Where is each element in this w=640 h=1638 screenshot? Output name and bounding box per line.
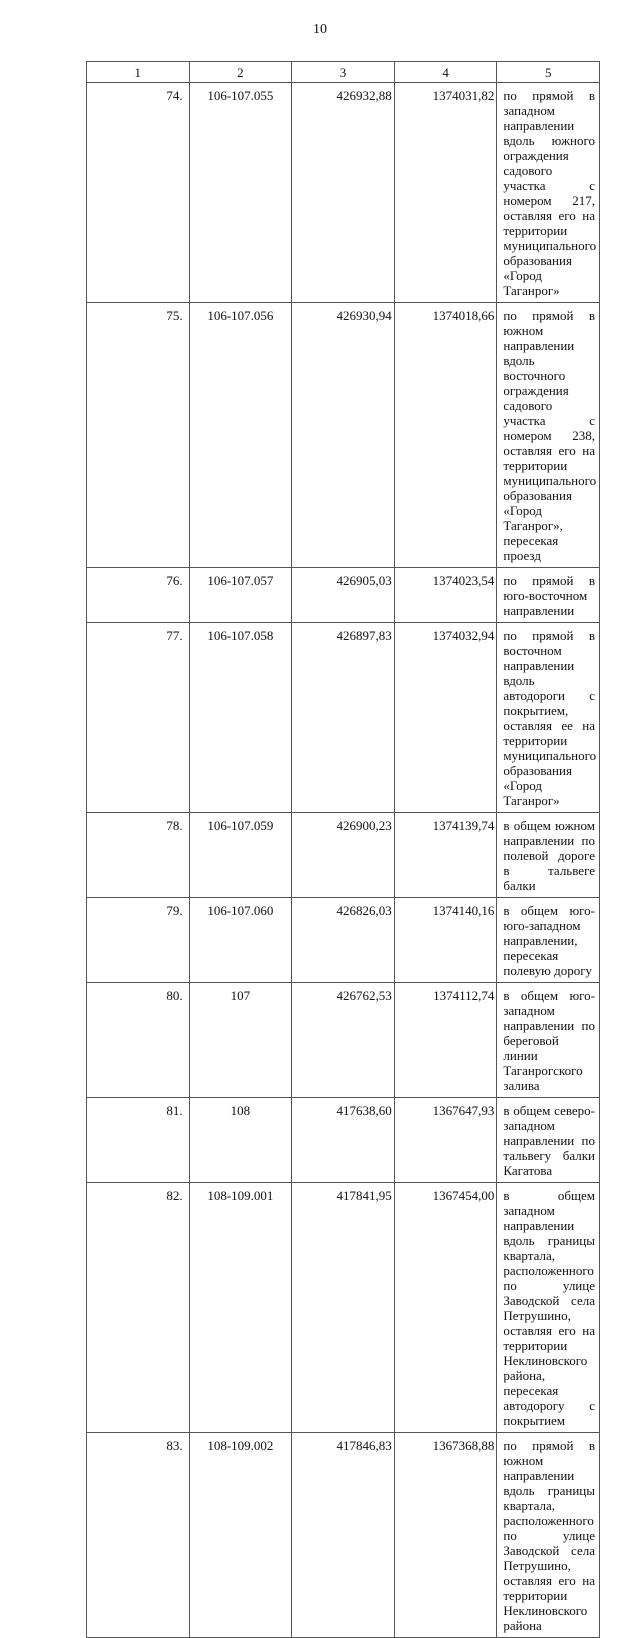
header-col-5: 5 — [497, 62, 600, 83]
table-row — [87, 1098, 600, 1183]
row-number: 80. — [87, 983, 190, 1098]
table-header-row — [87, 62, 600, 83]
boundary-points-table — [86, 61, 600, 1638]
table-row — [87, 983, 600, 1098]
coord-x: 426762,53 — [292, 983, 395, 1098]
table-row — [87, 898, 600, 983]
row-number: 82. — [87, 1183, 190, 1433]
coord-y: 1374140,16 — [394, 898, 497, 983]
point-id: 106-107.056 — [189, 303, 292, 568]
coord-x: 426897,83 — [292, 623, 395, 813]
direction-description: по прямой в южном направлении вдоль границы квартала, расположенного по улице Заводской села Петрушино, оставляя его на территории Неклиновского района — [497, 1433, 600, 1638]
direction-description: в общем северо-западном направлении по тальвегу балки Кагатова — [497, 1098, 600, 1183]
coord-y: 1374139,74 — [394, 813, 497, 898]
direction-description: по прямой в западном направлении вдоль южного ограждения садового участка с номером 217, оставляя его на территории муниципального образования «Город Таганрог» — [497, 83, 600, 303]
coord-y: 1374018,66 — [394, 303, 497, 568]
direction-description: в общем южном направлении по полевой дороге в тальвеге балки — [497, 813, 600, 898]
point-id: 106-107.059 — [189, 813, 292, 898]
row-number: 83. — [87, 1433, 190, 1638]
coord-y: 1374112,74 — [394, 983, 497, 1098]
coord-x: 426930,94 — [292, 303, 395, 568]
coord-x: 417841,95 — [292, 1183, 395, 1433]
table-row — [87, 83, 600, 303]
point-id: 106-107.058 — [189, 623, 292, 813]
row-number: 74. — [87, 83, 190, 303]
coord-x: 426826,03 — [292, 898, 395, 983]
point-id: 106-107.057 — [189, 568, 292, 623]
row-number: 75. — [87, 303, 190, 568]
coord-y: 1374031,82 — [394, 83, 497, 303]
table-row — [87, 1433, 600, 1638]
table-body — [87, 83, 600, 1638]
coord-x: 426905,03 — [292, 568, 395, 623]
coord-y: 1374023,54 — [394, 568, 497, 623]
header-col-4: 4 — [394, 62, 497, 83]
coord-x: 426932,88 — [292, 83, 395, 303]
table-row — [87, 623, 600, 813]
direction-description: по прямой в южном направлении вдоль восточного ограждения садового участка с номером 238, оставляя его на территории муниципального образования «Город Таганрог», пересекая проезд — [497, 303, 600, 568]
point-id: 108-109.001 — [189, 1183, 292, 1433]
row-number: 79. — [87, 898, 190, 983]
point-id: 107 — [189, 983, 292, 1098]
header-col-3: 3 — [292, 62, 395, 83]
coord-y: 1367647,93 — [394, 1098, 497, 1183]
point-id: 106-107.060 — [189, 898, 292, 983]
direction-description: в общем западном направлении вдоль границы квартала, расположенного по улице Заводской села Петрушино, оставляя его на территории Неклиновского района, пересекая автодорогу с покрытием — [497, 1183, 600, 1433]
coord-x: 426900,23 — [292, 813, 395, 898]
row-number: 76. — [87, 568, 190, 623]
point-id: 106-107.055 — [189, 83, 292, 303]
table-row — [87, 1183, 600, 1433]
point-id: 108-109.002 — [189, 1433, 292, 1638]
direction-description: по прямой в восточном направлении вдоль автодороги с покрытием, оставляя ее на территории муниципального образования «Город Таганрог» — [497, 623, 600, 813]
header-col-1: 1 — [87, 62, 190, 83]
table-row — [87, 303, 600, 568]
page-number: 10 — [313, 22, 327, 37]
direction-description: в общем юго-западном направлении по береговой линии Таганрогского залива — [497, 983, 600, 1098]
coord-y: 1367454,00 — [394, 1183, 497, 1433]
coord-x: 417638,60 — [292, 1098, 395, 1183]
row-number: 78. — [87, 813, 190, 898]
header-col-2: 2 — [189, 62, 292, 83]
row-number: 81. — [87, 1098, 190, 1183]
coord-y: 1374032,94 — [394, 623, 497, 813]
direction-description: по прямой в юго-восточном направлении — [497, 568, 600, 623]
table-row — [87, 813, 600, 898]
direction-description: в общем юго-юго-западном направлении, пересекая полевую дорогу — [497, 898, 600, 983]
row-number: 77. — [87, 623, 190, 813]
coord-x: 417846,83 — [292, 1433, 395, 1638]
point-id: 108 — [189, 1098, 292, 1183]
table-row — [87, 568, 600, 623]
coord-y: 1367368,88 — [394, 1433, 497, 1638]
